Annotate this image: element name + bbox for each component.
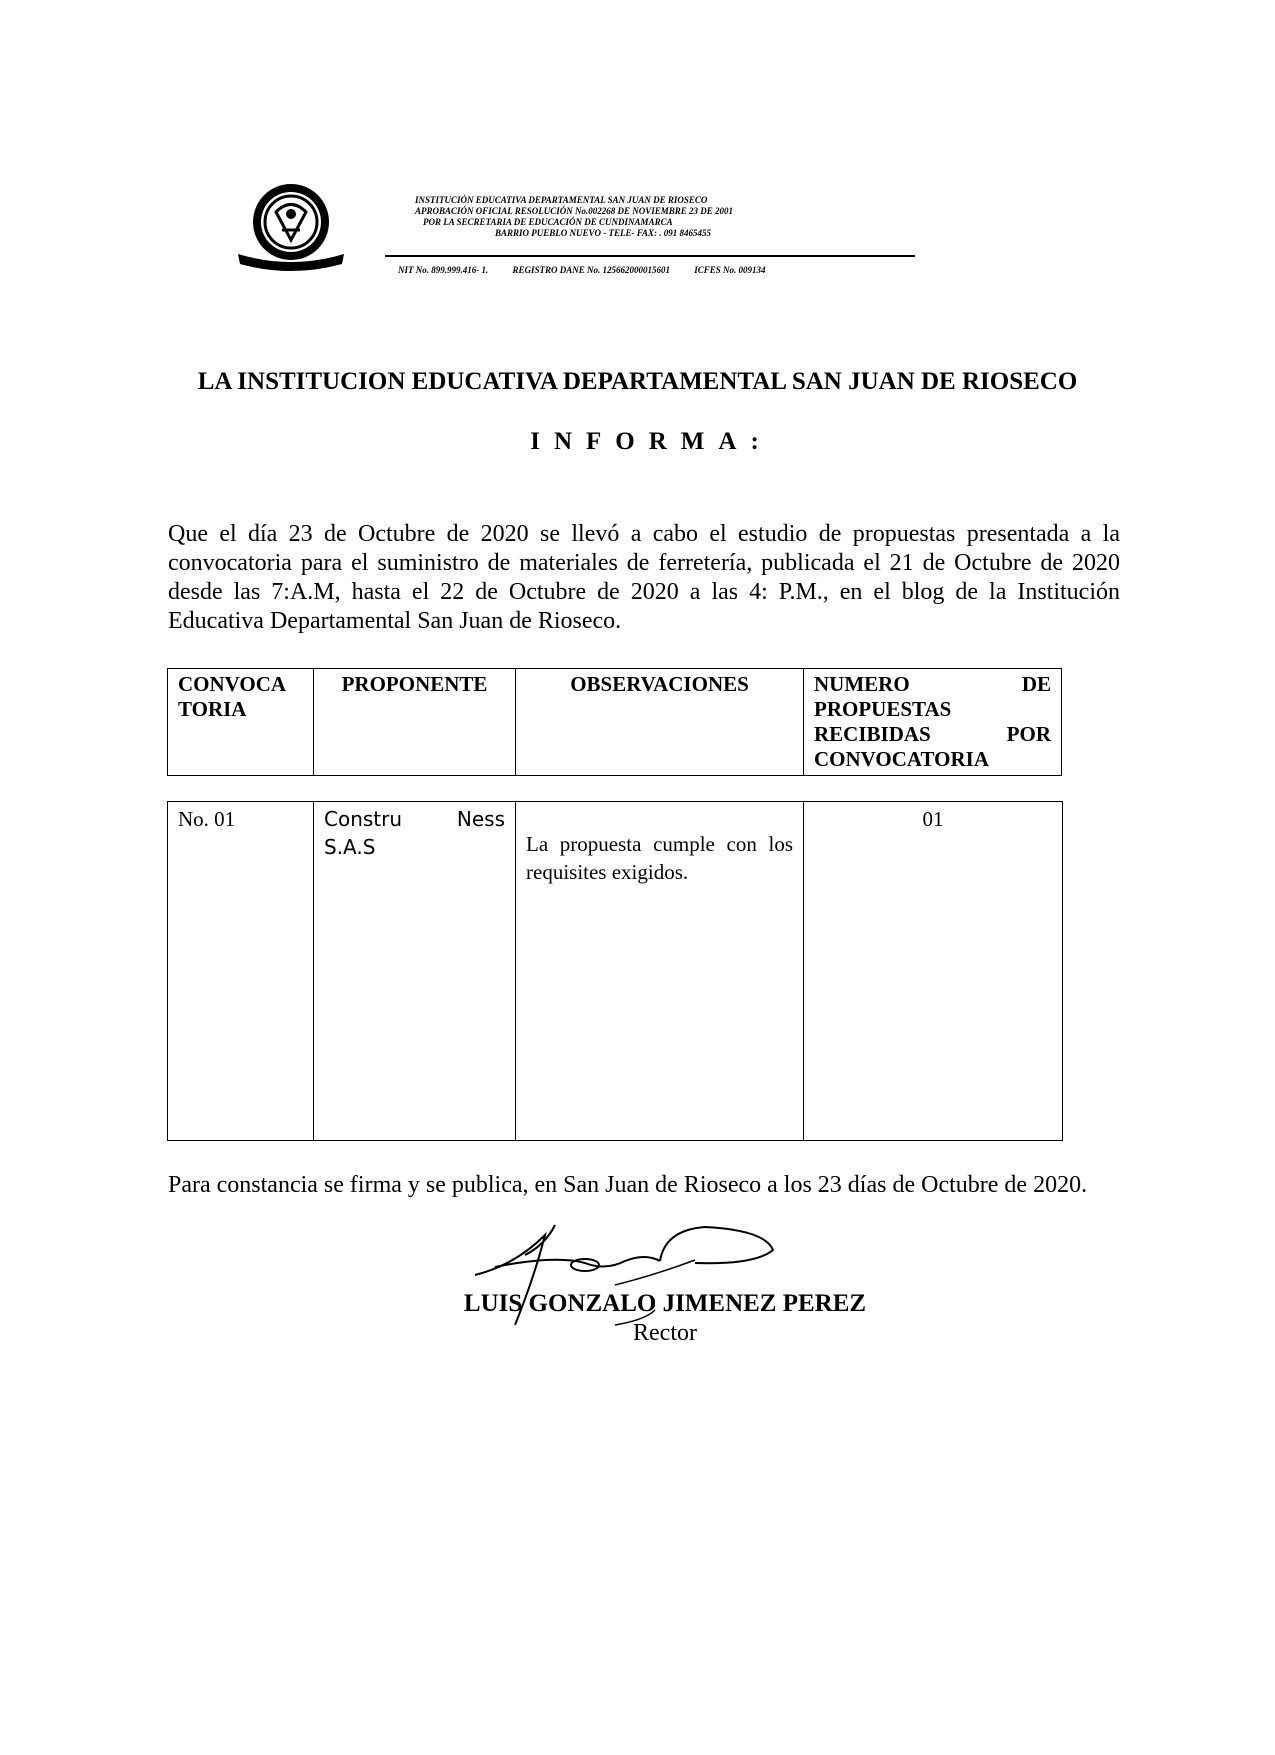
cell-numero: 01 xyxy=(804,802,1063,1141)
dane-number: REGISTRO DANE No. 125662000015601 xyxy=(512,265,671,275)
header-convocatoria: CONVOCA TORIA xyxy=(168,669,314,776)
letterhead-line-2: APROBACIÓN OFICIAL RESOLUCIÓN No.002268 DE NOVIEMBRE 23 DE 2001 xyxy=(415,206,733,216)
header-numero: NUMERO DE PROPUESTAS RECIBIDAS POR CONVOCATORIA xyxy=(804,669,1062,776)
header-proponente: PROPONENTE xyxy=(314,669,516,776)
document-heading: INFORMA: xyxy=(530,428,773,455)
cell-observaciones: La propuesta cumple con los requisites exigidos. xyxy=(516,802,804,1141)
letterhead-line-1: INSTITUCIÓN EDUCATIVA DEPARTAMENTAL SAN JUAN DE RIOSECO xyxy=(415,195,708,205)
signer-name: LUIS GONZALO JIMENEZ PEREZ xyxy=(463,1290,867,1317)
letterhead xyxy=(385,195,915,239)
nit-number: NIT No. 899.999.416- 1. xyxy=(398,265,489,275)
registration-numbers xyxy=(398,265,918,275)
results-table-body xyxy=(167,801,1063,1141)
body-paragraph: Que el día 23 de Octubre de 2020 se llevó a cabo el estudio de propuestas presentada a la convocatoria para el suministro de materiales de ferretería, publicada el 21 de Octubre de 2020 desde las 7:A.M, hasta el 22 de Octubre de 2020 a las 4: P.M., en el blog de la Institución Educativa Departamental San Juan de Rioseco. xyxy=(168,521,1120,634)
closing-paragraph: Para constancia se firma y se publica, en San Juan de Rioseco a los 23 días de Octubre de 2020. xyxy=(168,1172,1088,1198)
letterhead-line-4: BARRIO PUEBLO NUEVO - TELE- FAX: . 091 8465455 xyxy=(495,228,711,238)
cell-proponente: Constru Ness S.A.S xyxy=(314,802,516,1141)
signer-role: Rector xyxy=(633,1320,697,1346)
header-observaciones: OBSERVACIONES xyxy=(516,669,804,776)
icfes-number: ICFES No. 009134 xyxy=(694,265,766,275)
results-table-header xyxy=(167,668,1062,776)
letterhead-line-3: POR LA SECRETARIA DE EDUCACIÓN DE CUNDINAMARCA xyxy=(423,217,673,227)
letterhead-divider xyxy=(385,255,915,257)
institution-seal xyxy=(236,182,346,282)
document-title: LA INSTITUCION EDUCATIVA DEPARTAMENTAL SAN JUAN DE RIOSECO xyxy=(197,368,1078,395)
cell-convocatoria: No. 01 xyxy=(168,802,314,1141)
table-row xyxy=(168,802,1063,1141)
